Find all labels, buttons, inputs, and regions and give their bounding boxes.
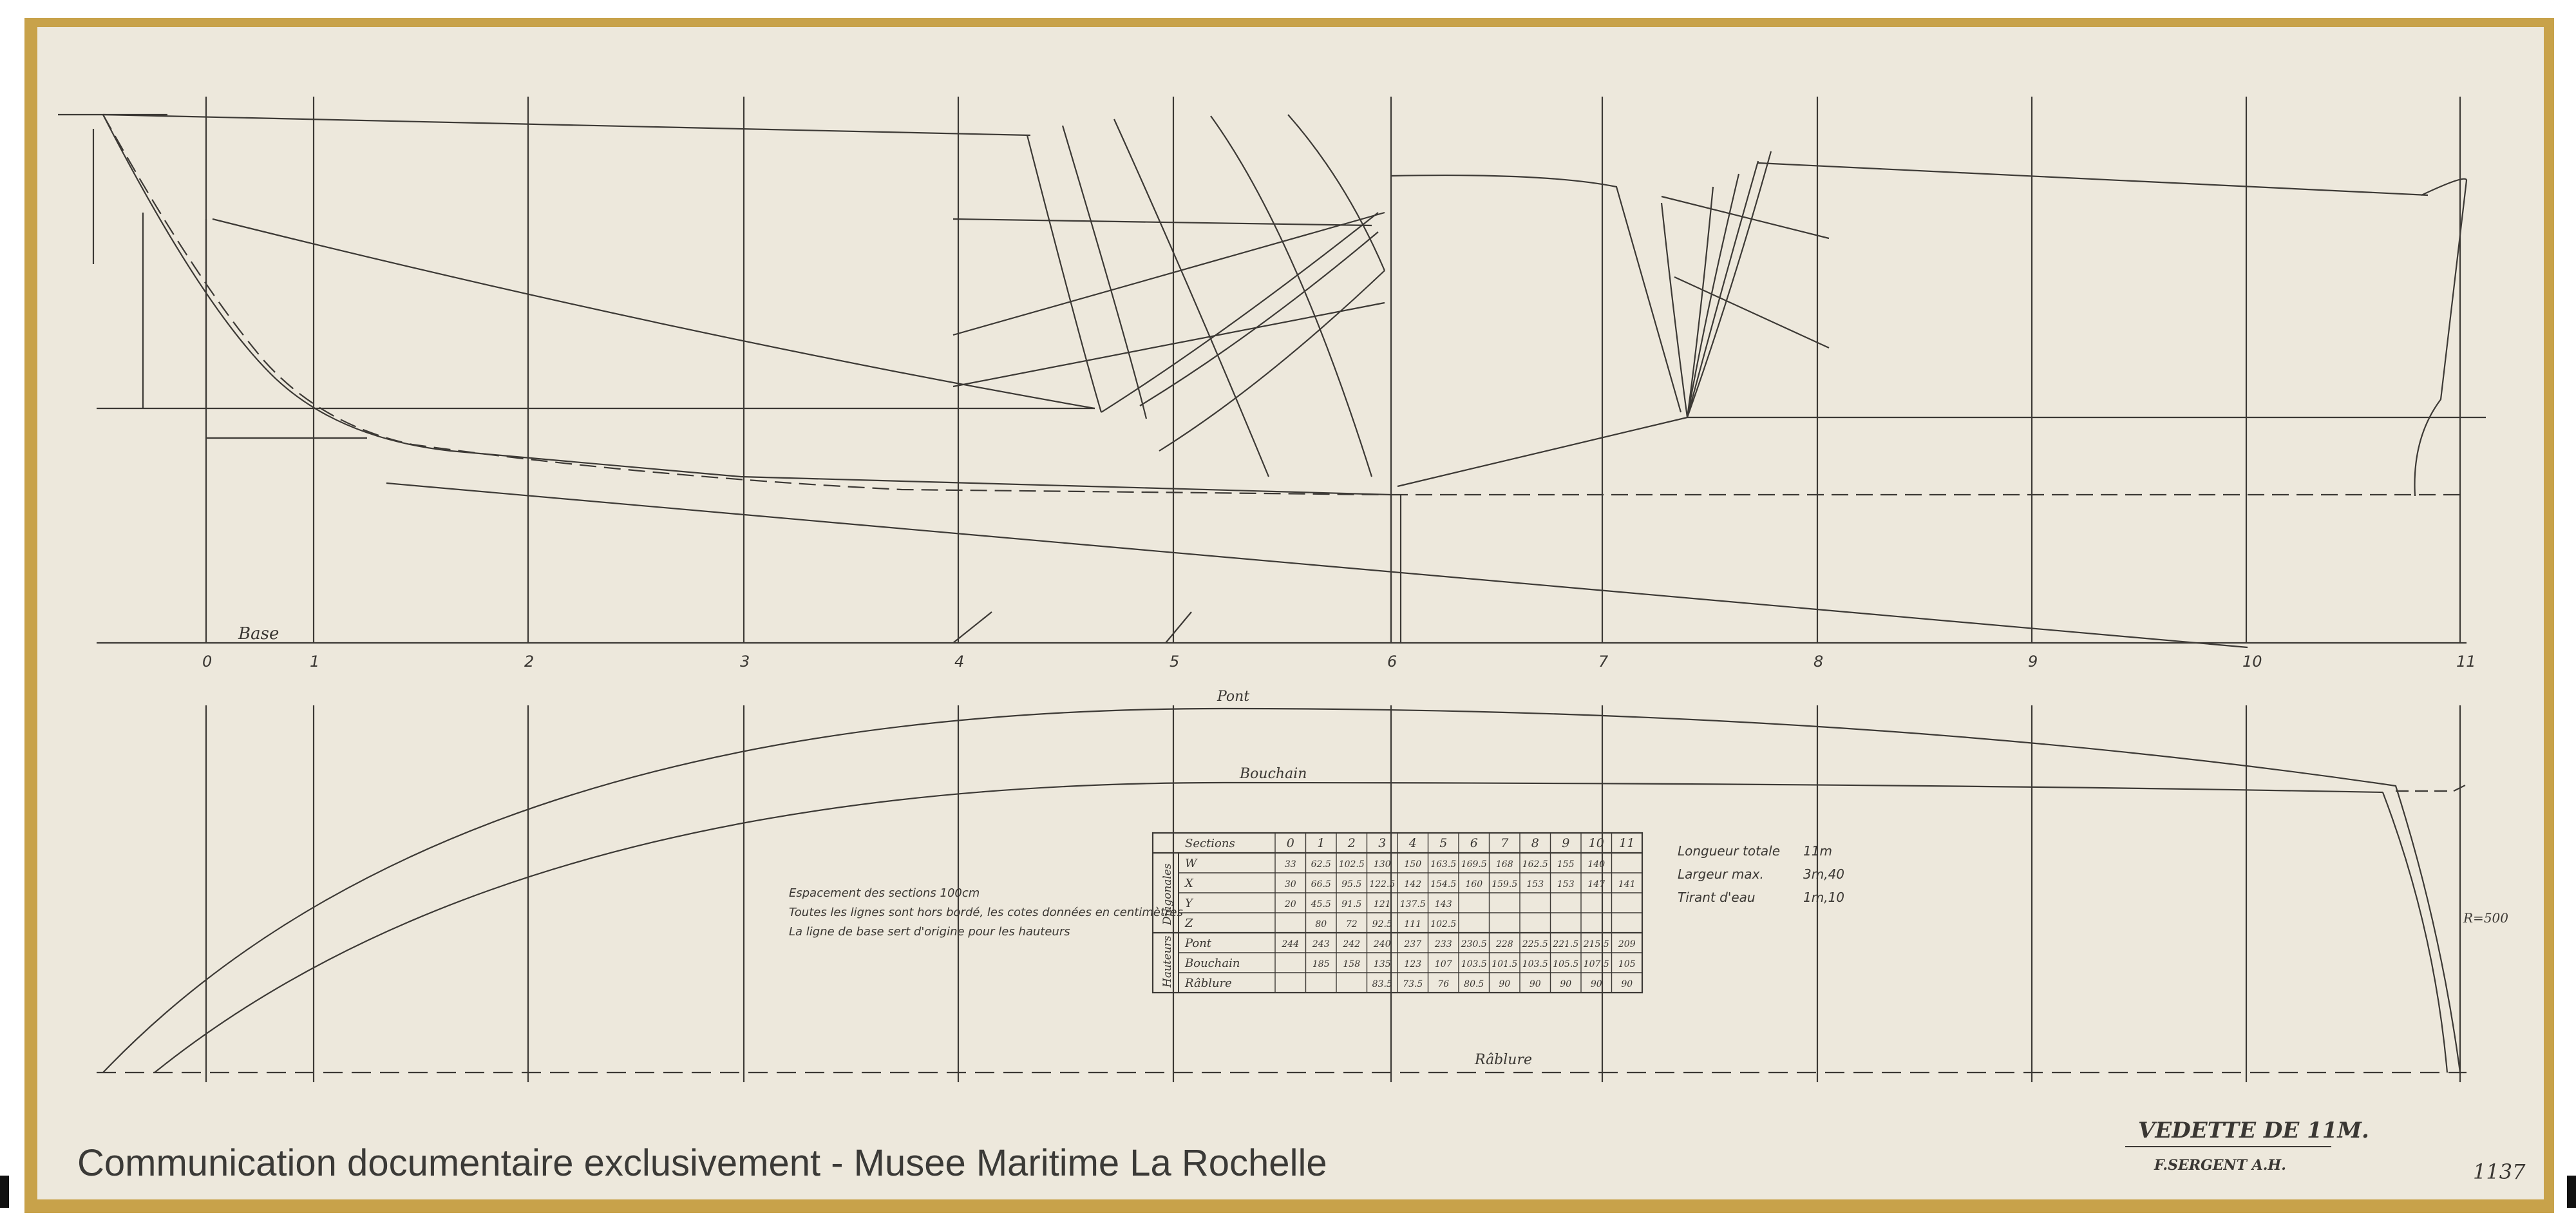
table-cell-7-4: 73.5 [1403,979,1423,989]
station-label-5: 5 [1170,653,1180,671]
table-cell-0-5: 5 [1439,836,1448,850]
table-row-label-3: Y [1185,897,1193,910]
title-author: F.SERGENT A.H. [2154,1157,2286,1174]
table-cell-5-8: 225.5 [1522,939,1548,949]
table-cell-0-9: 9 [1562,836,1570,850]
table-cell-6-3: 135 [1373,959,1391,969]
station-label-10: 10 [2242,653,2262,671]
table-cell-2-11: 141 [1618,879,1636,890]
table-cell-0-2: 2 [1347,836,1356,850]
table-cell-1-2: 102.5 [1338,859,1365,870]
table-cell-0-3: 3 [1378,836,1387,850]
paper-sheet [37,27,2544,1199]
table-cell-5-3: 240 [1373,939,1391,949]
table-cell-0-0: 0 [1286,836,1294,850]
table-cell-3-4: 137.5 [1399,899,1426,910]
table-row-label-5: Pont [1185,937,1212,950]
table-cell-5-0: 244 [1282,939,1300,949]
dim-value-length: 11m [1803,843,1832,859]
table-cell-4-3: 92.5 [1372,919,1392,930]
station-label-11: 11 [2456,653,2476,671]
table-row-label-1: W [1185,857,1197,870]
table-cell-6-9: 105.5 [1553,959,1579,969]
table-cell-1-0: 33 [1284,859,1296,870]
table-cell-6-1: 185 [1312,959,1330,969]
table-cell-6-10: 107.5 [1583,959,1609,969]
table-cell-1-3: 130 [1373,859,1391,870]
table-cell-5-5: 233 [1434,939,1452,949]
table-cell-3-5: 143 [1434,899,1452,910]
table-cell-6-5: 107 [1434,959,1452,969]
radius-label: R=500 [2463,910,2508,926]
table-cell-0-4: 4 [1408,836,1417,850]
table-cell-3-0: 20 [1284,899,1296,910]
station-label-8: 8 [1814,653,1824,671]
table-cell-6-11: 105 [1618,959,1636,969]
base-label: Base [238,624,279,644]
table-cell-1-7: 168 [1495,859,1513,870]
table-row-label-6: Bouchain [1185,957,1240,970]
table-cell-3-2: 91.5 [1341,899,1362,910]
table-cell-4-1: 80 [1315,919,1327,930]
table-cell-2-5: 154.5 [1430,879,1457,890]
group-label-hauteurs: Hauteurs [1161,935,1174,988]
table-row-label-0: Sections [1185,837,1235,850]
table-cell-7-5: 76 [1437,979,1450,989]
table-cell-1-8: 162.5 [1522,859,1548,870]
bouchain-label: Bouchain [1240,766,1307,782]
dim-label-draft: Tirant d'eau [1678,890,1756,905]
table-cell-2-2: 95.5 [1341,879,1362,890]
clip-mark-right [2567,1176,2576,1208]
table-cell-6-4: 123 [1404,959,1422,969]
station-label-4: 4 [954,653,965,671]
table-cell-5-9: 221.5 [1553,939,1579,949]
dim-value-beam: 3m,40 [1803,866,1845,882]
table-cell-4-5: 102.5 [1430,919,1457,930]
table-cell-2-6: 160 [1465,879,1483,890]
table-row-label-4: Z [1185,917,1193,930]
group-label-diagonales: Diagonales [1161,863,1174,925]
watermark: Communication documentaire exclusivement - Musee Maritime La Rochelle [77,1142,1327,1184]
pont-label: Pont [1217,689,1250,705]
dim-label-beam: Largeur max. [1678,866,1764,882]
table-cell-2-7: 159.5 [1492,879,1518,890]
clip-mark-left [0,1176,9,1208]
table-cell-7-9: 90 [1560,979,1572,989]
table-cell-4-2: 72 [1345,919,1358,930]
table-cell-4-4: 111 [1404,919,1422,930]
table-cell-2-10: 147 [1587,879,1605,890]
table-cell-7-10: 90 [1590,979,1602,989]
table-cell-0-11: 11 [1619,836,1635,850]
table-cell-2-4: 142 [1404,879,1422,890]
table-cell-2-3: 122.5 [1369,879,1396,890]
note-spacing: Espacement des sections 100cm [789,886,980,900]
station-label-3: 3 [740,653,750,671]
station-label-0: 0 [202,653,213,671]
dim-label-length: Longueur totale [1678,843,1781,859]
table-cell-5-6: 230.5 [1461,939,1487,949]
table-cell-1-5: 163.5 [1430,859,1457,870]
title-name: VEDETTE DE 11M. [2138,1118,2369,1143]
rablure-label: Râblure [1475,1052,1533,1068]
table-row-label-7: Râblure [1185,977,1232,990]
table-cell-7-8: 90 [1529,979,1541,989]
table-cell-1-6: 169.5 [1461,859,1487,870]
note-base: La ligne de base sert d'origine pour les hauteurs [789,925,1070,939]
table-cell-7-11: 90 [1621,979,1633,989]
table-cell-3-3: 121 [1373,899,1391,910]
station-label-2: 2 [524,653,535,671]
table-cell-0-8: 8 [1531,836,1539,850]
table-cell-6-7: 101.5 [1492,959,1518,969]
table-cell-0-10: 10 [1588,836,1604,850]
table-cell-1-4: 150 [1404,859,1422,870]
table-cell-5-7: 228 [1495,939,1513,949]
table-cell-2-0: 30 [1284,879,1296,890]
table-cell-5-2: 242 [1343,939,1361,949]
dim-value-draft: 1m,10 [1803,890,1845,905]
table-cell-7-3: 83.5 [1372,979,1392,989]
table-cell-2-9: 153 [1557,879,1575,890]
table-cell-2-8: 153 [1526,879,1544,890]
table-cell-3-1: 45.5 [1311,899,1331,910]
table-cell-5-10: 215.5 [1583,939,1609,949]
table-cell-0-1: 1 [1317,836,1325,850]
table-cell-1-10: 140 [1587,859,1605,870]
station-label-1: 1 [310,653,320,671]
table-cell-6-2: 158 [1343,959,1361,969]
table-cell-5-11: 209 [1618,939,1636,949]
table-cell-0-7: 7 [1501,836,1509,850]
station-label-6: 6 [1387,653,1397,671]
table-cell-2-1: 66.5 [1311,879,1331,890]
station-label-9: 9 [2028,653,2038,671]
table-row-label-2: X [1185,877,1193,890]
table-cell-7-6: 80.5 [1464,979,1484,989]
table-cell-1-1: 62.5 [1311,859,1331,870]
station-label-7: 7 [1598,653,1609,671]
table-cell-6-8: 103.5 [1522,959,1548,969]
table-cell-5-1: 243 [1312,939,1330,949]
reference-number: 1137 [2473,1159,2526,1184]
table-cell-5-4: 237 [1404,939,1422,949]
note-lines: Toutes les lignes sont hors bordé, les cotes données en centimètres [789,906,1183,919]
table-cell-6-6: 103.5 [1461,959,1487,969]
table-cell-1-9: 155 [1557,859,1575,870]
table-cell-0-6: 6 [1470,836,1478,850]
table-cell-7-7: 90 [1499,979,1511,989]
